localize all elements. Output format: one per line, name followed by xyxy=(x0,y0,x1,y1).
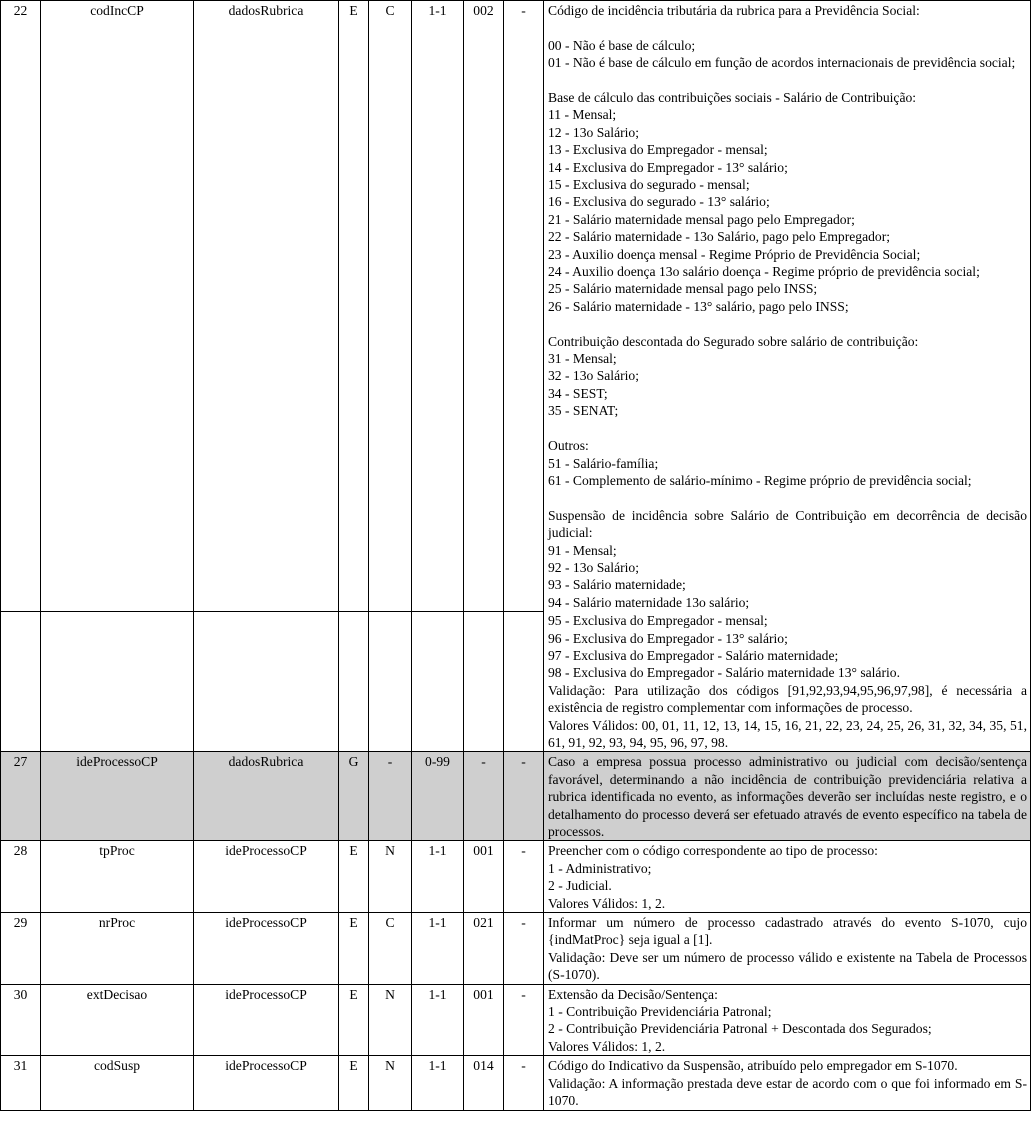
description-line: Caso a empresa possua processo administrativo ou judicial com decisão/sentença favorável, determinando a não incidência de contribuição previdenciária relativa a rubrica identificada no evento, as informações deverão ser incluídas neste registro, e o detalhamento do processo deverá ser efetuado através de evento específico na tabela de processos. xyxy=(548,754,1027,840)
description-line: 2 - Judicial. xyxy=(548,878,612,894)
description-line: 01 - Não é base de cálculo em função de acordos internacionais de previdência social; xyxy=(548,55,1016,71)
table-row xyxy=(1,1,1031,612)
cell-parent: dadosRubrica xyxy=(194,752,339,841)
cell-element-type: E xyxy=(339,1056,369,1110)
cell-data-type: N xyxy=(369,984,412,1056)
cell-description-continued xyxy=(544,611,1031,752)
description-line: 94 - Salário maternidade 13o salário; xyxy=(548,594,750,610)
cell-occurrence: 1-1 xyxy=(412,913,464,985)
cell-description xyxy=(544,1056,1031,1110)
cell-size: 002 xyxy=(464,1,504,612)
description-line: 22 - Salário maternidade - 13o Salário, pago pelo Empregador; xyxy=(548,229,891,245)
description-line: 11 - Mensal; xyxy=(548,107,617,123)
cell-data-type: C xyxy=(369,913,412,985)
cell-number: 28 xyxy=(1,841,41,913)
cell-data-type: N xyxy=(369,1056,412,1110)
description-line: 97 - Exclusiva do Empregador - Salário maternidade; xyxy=(548,647,839,663)
description-line: Valores Válidos: 00, 01, 11, 12, 13, 14, 15, 16, 21, 22, 23, 24, 25, 26, 31, 32, 34, 35, 51, 61, 91, 92, 93, 94, 95, 96, 97, 98. xyxy=(548,717,1027,750)
cell-size: - xyxy=(464,752,504,841)
cell-data-type: - xyxy=(369,752,412,841)
description-line: 1 - Administrativo; xyxy=(548,860,652,876)
blank-line xyxy=(548,315,1027,332)
cell-occurrence: 1-1 xyxy=(412,984,464,1056)
cell-description xyxy=(544,913,1031,985)
description-line: Informar um número de processo cadastrado através do evento S-1070, cujo {indMatProc} seja igual a [1]. xyxy=(548,915,1027,948)
description-line: Validação: A informação prestada deve estar de acordo com o que foi informado em S-1070. xyxy=(548,1075,1027,1109)
description-line: 98 - Exclusiva do Empregador - Salário maternidade 13° salário. xyxy=(548,665,900,681)
blank-line xyxy=(548,420,1027,437)
cell-number: 22 xyxy=(1,1,41,612)
cell-decimals: - xyxy=(504,984,544,1056)
description-line: Preencher com o código correspondente ao tipo de processo: xyxy=(548,843,878,859)
cell-parent: ideProcessoCP xyxy=(194,841,339,913)
table-row-continuation xyxy=(1,611,1031,752)
cell-occurrence-continued xyxy=(412,611,464,752)
description-line: 24 - Auxilio doença 13o salário doença - Regime próprio de previdência social; xyxy=(548,264,980,280)
description-line: 51 - Salário-família; xyxy=(548,455,659,471)
cell-data-type: C xyxy=(369,1,412,612)
description-line: 32 - 13o Salário; xyxy=(548,368,639,384)
description-line: 00 - Não é base de cálculo; xyxy=(548,37,696,53)
cell-field-name: tpProc xyxy=(41,841,194,913)
description-line: 21 - Salário maternidade mensal pago pelo Empregador; xyxy=(548,211,855,227)
description-line: 14 - Exclusiva do Empregador - 13° salário; xyxy=(548,159,788,175)
cell-number: 29 xyxy=(1,913,41,985)
cell-element-type: E xyxy=(339,984,369,1056)
cell-size: 001 xyxy=(464,984,504,1056)
description-line: Base de cálculo das contribuições sociais - Salário de Contribuição: xyxy=(548,90,917,105)
description-line: 95 - Exclusiva do Empregador - mensal; xyxy=(548,613,768,629)
description-line: 26 - Salário maternidade - 13° salário, pago pelo INSS; xyxy=(548,298,849,314)
description-line: Validação: Deve ser um número de processo válido e existente na Tabela de Processos (S-1070). xyxy=(548,949,1027,983)
table-row xyxy=(1,841,1031,913)
description-line: 23 - Auxilio doença mensal - Regime Próprio de Previdência Social; xyxy=(548,246,921,262)
table-row-group xyxy=(1,752,1031,841)
description-line: 35 - SENAT; xyxy=(548,403,619,419)
blank-line xyxy=(548,19,1027,36)
cell-occurrence: 1-1 xyxy=(412,1056,464,1110)
description-line: Validação: Para utilização dos códigos [91,92,93,94,95,96,97,98], é necessária a existência de registro complementar com informações de processo. xyxy=(548,682,1027,716)
blank-line xyxy=(548,72,1027,89)
cell-decimals-continued xyxy=(504,611,544,752)
cell-data-type: N xyxy=(369,841,412,913)
cell-parent: ideProcessoCP xyxy=(194,1056,339,1110)
cell-decimals: - xyxy=(504,1056,544,1110)
cell-parent: dadosRubrica xyxy=(194,1,339,612)
description-line: Extensão da Decisão/Sentença: xyxy=(548,986,718,1002)
cell-size: 021 xyxy=(464,913,504,985)
cell-occurrence: 1-1 xyxy=(412,841,464,913)
cell-element-type: G xyxy=(339,752,369,841)
description-line: Contribuição descontada do Segurado sobre salário de contribuição: xyxy=(548,333,919,349)
cell-description xyxy=(544,1,1031,612)
description-line: 15 - Exclusiva do segurado - mensal; xyxy=(548,177,750,193)
cell-field-name: codSusp xyxy=(41,1056,194,1110)
cell-decimals: - xyxy=(504,1,544,612)
description-line: Outros: xyxy=(548,438,589,454)
cell-field-name: codIncCP xyxy=(41,1,194,612)
cell-occurrence: 0-99 xyxy=(412,752,464,841)
cell-element-type: E xyxy=(339,913,369,985)
description-line: 13 - Exclusiva do Empregador - mensal; xyxy=(548,142,768,158)
description-line: Valores Válidos: 1, 2. xyxy=(548,895,666,911)
cell-field-name: nrProc xyxy=(41,913,194,985)
description-line: 61 - Complemento de salário-mínimo - Regime próprio de previdência social; xyxy=(548,472,972,488)
description-line: 91 - Mensal; xyxy=(548,542,617,558)
cell-occurrence: 1-1 xyxy=(412,1,464,612)
blank-line xyxy=(548,489,1027,506)
cell-number: 27 xyxy=(1,752,41,841)
cell-size-continued xyxy=(464,611,504,752)
table-body xyxy=(1,1,1031,1111)
cell-decimals: - xyxy=(504,841,544,913)
cell-field-name-continued xyxy=(41,611,194,752)
description-line: Suspensão de incidência sobre Salário de Contribuição em decorrência de decisão judicial: xyxy=(548,507,1027,541)
description-line: 96 - Exclusiva do Empregador - 13° salário; xyxy=(548,630,788,646)
cell-description xyxy=(544,752,1031,841)
cell-element-type-continued xyxy=(339,611,369,752)
cell-number: 30 xyxy=(1,984,41,1056)
cell-parent: ideProcessoCP xyxy=(194,913,339,985)
cell-field-name: extDecisao xyxy=(41,984,194,1056)
cell-element-type: E xyxy=(339,1,369,612)
cell-description xyxy=(544,841,1031,913)
description-line: Valores Válidos: 1, 2. xyxy=(548,1038,666,1054)
description-line: 12 - 13o Salário; xyxy=(548,124,639,140)
cell-parent-continued xyxy=(194,611,339,752)
description-line: 93 - Salário maternidade; xyxy=(548,577,686,593)
description-line: 34 - SEST; xyxy=(548,385,608,401)
cell-number-continued xyxy=(1,611,41,752)
description-line: 92 - 13o Salário; xyxy=(548,559,639,575)
cell-number: 31 xyxy=(1,1056,41,1110)
table-row xyxy=(1,984,1031,1056)
description-line: Código de incidência tributária da rubrica para a Previdência Social: xyxy=(548,3,920,18)
cell-parent: ideProcessoCP xyxy=(194,984,339,1056)
cell-field-name: ideProcessoCP xyxy=(41,752,194,841)
cell-size: 014 xyxy=(464,1056,504,1110)
table-row xyxy=(1,913,1031,985)
description-line: 31 - Mensal; xyxy=(548,351,617,367)
description-line: 16 - Exclusiva do segurado - 13° salário; xyxy=(548,194,770,210)
description-line: 2 - Contribuição Previdenciária Patronal + Descontada dos Segurados; xyxy=(548,1021,932,1037)
description-line: 25 - Salário maternidade mensal pago pelo INSS; xyxy=(548,281,818,297)
description-line: 1 - Contribuição Previdenciária Patronal; xyxy=(548,1004,772,1020)
cell-data-type-continued xyxy=(369,611,412,752)
table-row xyxy=(1,1056,1031,1110)
cell-element-type: E xyxy=(339,841,369,913)
cell-description xyxy=(544,984,1031,1056)
cell-size: 001 xyxy=(464,841,504,913)
cell-decimals: - xyxy=(504,752,544,841)
description-line: Código do Indicativo da Suspensão, atribuído pelo empregador em S-1070. xyxy=(548,1058,958,1074)
cell-decimals: - xyxy=(504,913,544,985)
